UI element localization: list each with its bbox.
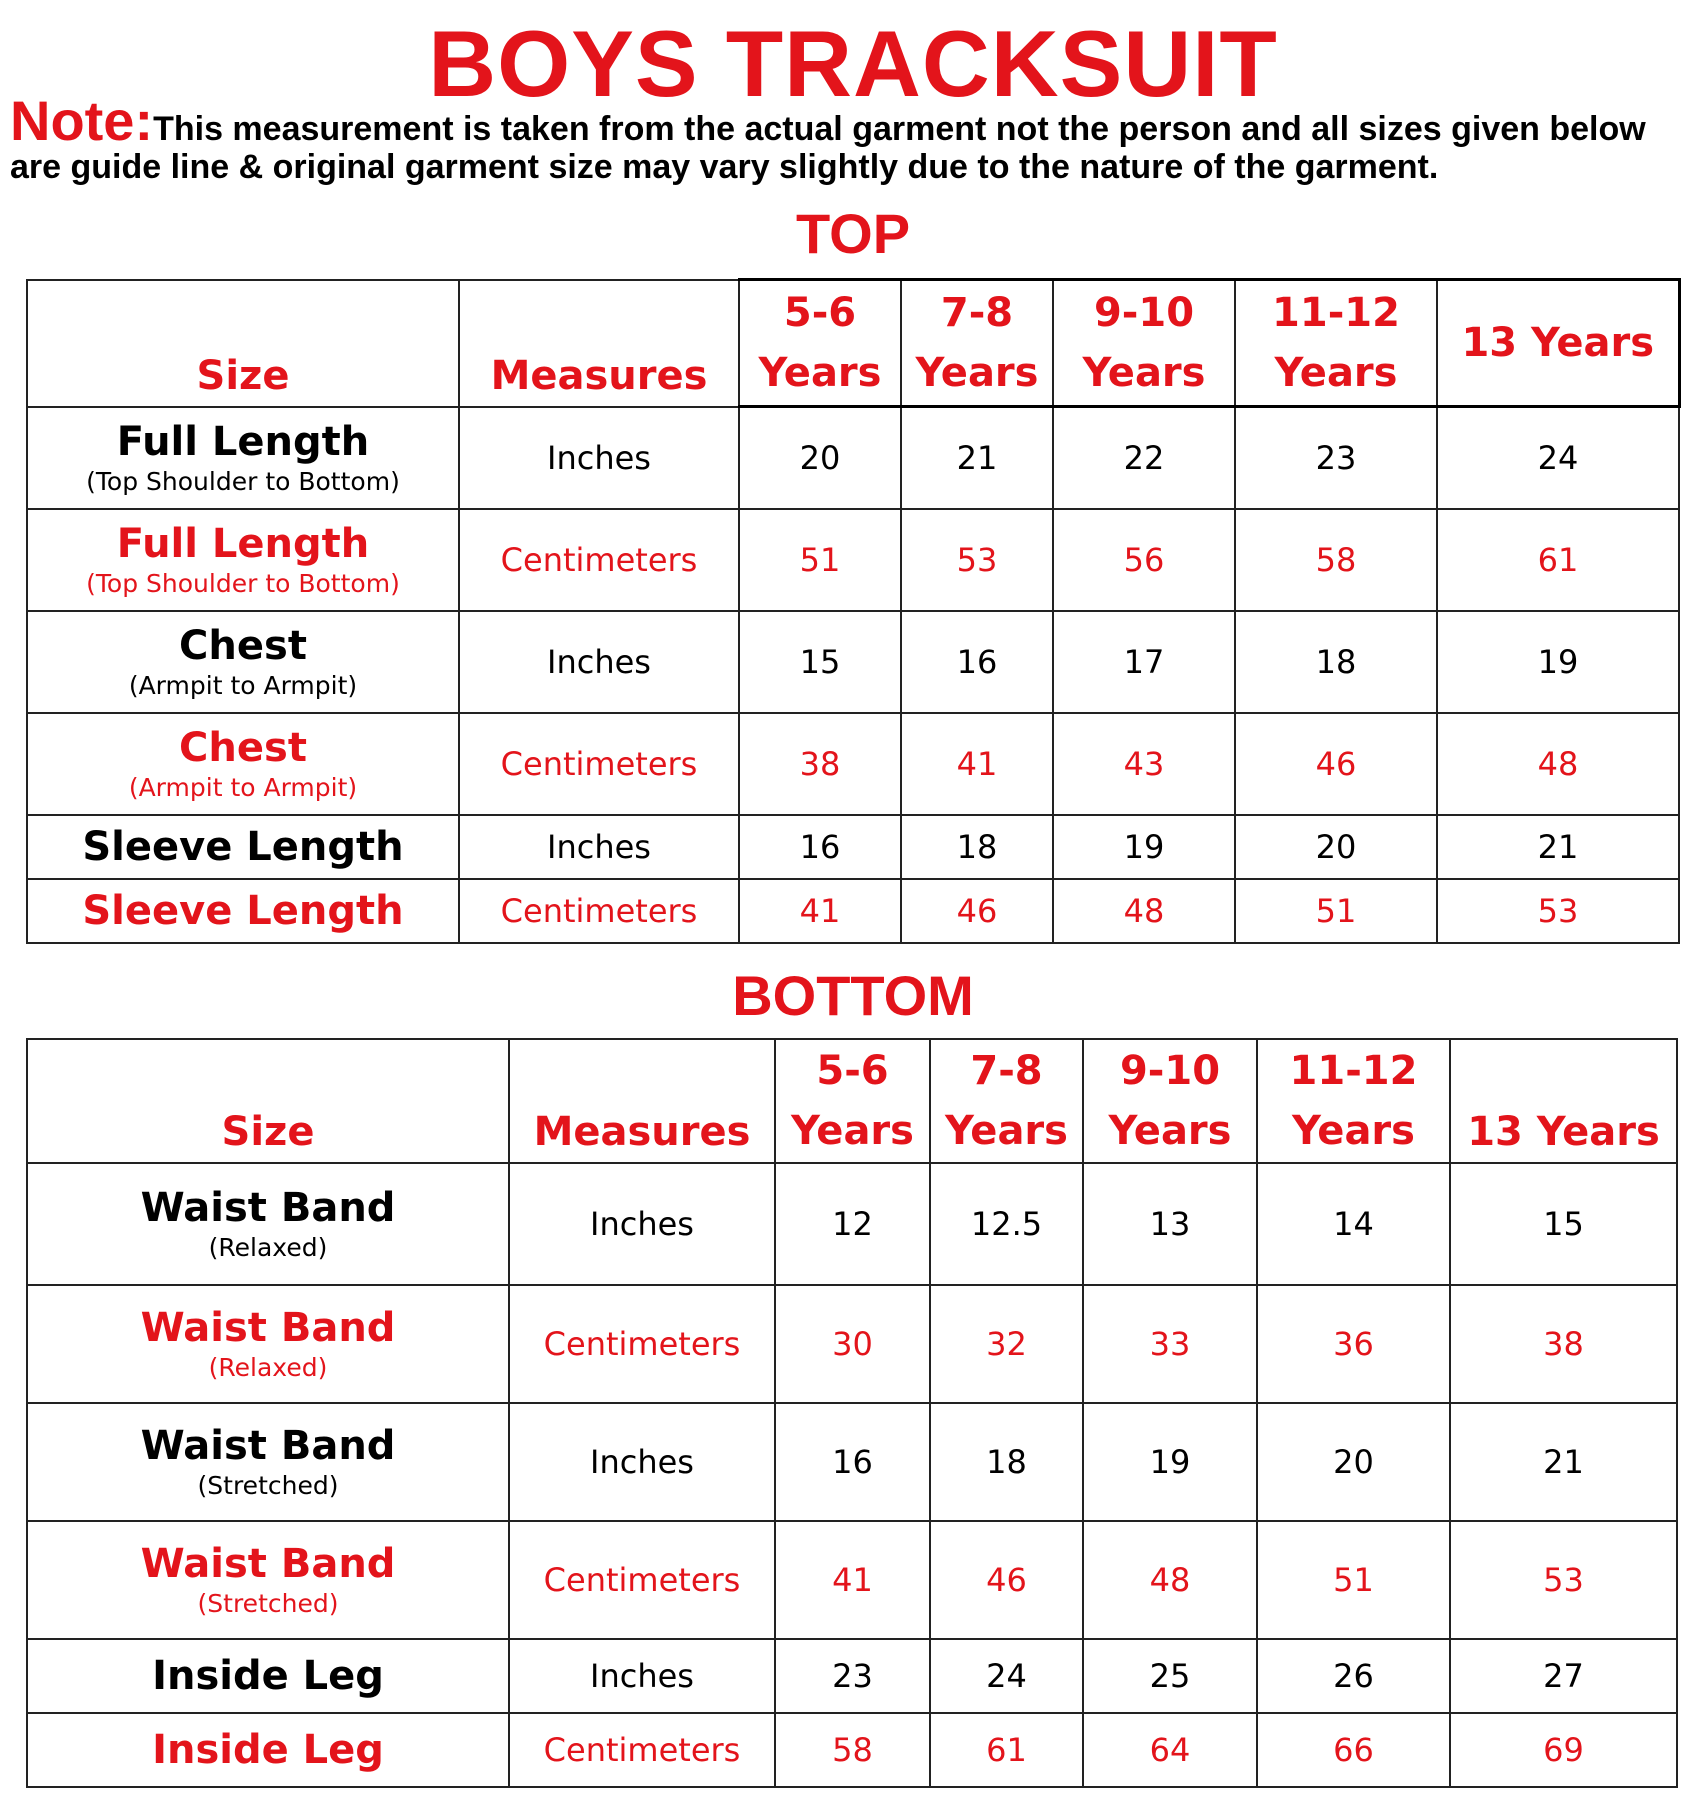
value-cell: 23 [1235, 407, 1437, 509]
value-cell: 26 [1257, 1639, 1450, 1713]
value-cell: 48 [1437, 713, 1679, 815]
value-cell: 22 [1053, 407, 1235, 509]
row-size-note: (Armpit to Armpit) [128, 670, 358, 700]
value-cell: 12.5 [930, 1163, 1083, 1285]
bottom-size-table [26, 1038, 1678, 1788]
age-label-line2: Years [791, 1108, 914, 1154]
value-cell: 64 [1083, 1713, 1257, 1787]
value-cell: 16 [739, 815, 901, 879]
value-cell: 48 [1083, 1521, 1257, 1639]
header-age-13 [1450, 1039, 1677, 1163]
value-cell: 18 [901, 815, 1053, 879]
row-size-note: (Stretched) [197, 1589, 339, 1618]
table-row [27, 407, 1679, 509]
row-size-name: Waist Band [140, 1541, 396, 1587]
row-size-note: (Relaxed) [208, 1233, 328, 1262]
value-cell: 33 [1083, 1285, 1257, 1403]
row-unit: Centimeters [459, 879, 739, 943]
note-paragraph [10, 89, 1700, 186]
row-size-name: Chest [179, 622, 307, 669]
age-label-line2: Years [1274, 350, 1398, 396]
row-unit: Inches [509, 1639, 775, 1713]
table-row [27, 1163, 1677, 1285]
header-measures: Measures [509, 1039, 775, 1163]
age-label-line1: 9-10 [1119, 1048, 1221, 1094]
top-size-table [26, 278, 1681, 944]
age-label-line2: Years [915, 350, 1039, 396]
table-row [27, 1521, 1677, 1639]
row-size-name: Sleeve Length [82, 887, 404, 934]
page-title: BOYS TRACKSUIT [428, 11, 1278, 116]
row-size-name: Sleeve Length [82, 823, 404, 870]
row-unit: Inches [459, 611, 739, 713]
note-text: This measurement is taken from the actual garment not the person and all sizes given below are guide line & original garment size may vary slightly due to the nature of the garment. [10, 110, 1646, 186]
row-size-cell [27, 509, 459, 611]
value-cell: 27 [1450, 1639, 1677, 1713]
table-header-row [27, 280, 1679, 407]
value-cell: 58 [1235, 509, 1437, 611]
value-cell: 41 [739, 879, 901, 943]
value-cell: 12 [775, 1163, 930, 1285]
row-size-name: Inside Leg [152, 1653, 384, 1699]
value-cell: 51 [1257, 1521, 1450, 1639]
row-size-name: Chest [179, 724, 307, 771]
value-cell: 41 [901, 713, 1053, 815]
row-size-cell [27, 713, 459, 815]
value-cell: 46 [1235, 713, 1437, 815]
header-size: Size [27, 280, 459, 407]
row-unit: Centimeters [509, 1285, 775, 1403]
value-cell: 19 [1053, 815, 1235, 879]
value-cell: 61 [1437, 509, 1679, 611]
header-age-11-12 [1235, 280, 1437, 407]
table-row [27, 1285, 1677, 1403]
value-cell: 24 [1437, 407, 1679, 509]
row-unit: Centimeters [459, 713, 739, 815]
age-label-line2: Years [1108, 1108, 1232, 1154]
age-label-line1: 9-10 [1093, 290, 1195, 336]
row-size-name: Waist Band [140, 1305, 396, 1351]
value-cell: 19 [1437, 611, 1679, 713]
value-cell: 20 [1235, 815, 1437, 879]
value-cell: 46 [901, 879, 1053, 943]
row-size-note: (Relaxed) [208, 1353, 328, 1382]
value-cell: 53 [1450, 1521, 1677, 1639]
age-label-line1: 13 Years [1461, 320, 1655, 366]
value-cell: 32 [930, 1285, 1083, 1403]
age-label-line1: 7-8 [940, 290, 1014, 336]
value-cell: 61 [930, 1713, 1083, 1787]
value-cell: 17 [1053, 611, 1235, 713]
value-cell: 30 [775, 1285, 930, 1403]
age-label-line1: 5-6 [816, 1048, 889, 1094]
table-row [27, 1639, 1677, 1713]
value-cell: 51 [739, 509, 901, 611]
value-cell: 41 [775, 1521, 930, 1639]
value-cell: 51 [1235, 879, 1437, 943]
value-cell: 13 [1083, 1163, 1257, 1285]
age-label-line1: 5-6 [783, 290, 857, 336]
row-size-cell [27, 1285, 509, 1403]
header-size: Size [27, 1039, 509, 1163]
value-cell: 16 [775, 1403, 930, 1521]
row-unit: Inches [509, 1163, 775, 1285]
table-row [27, 713, 1679, 815]
table-header-row [27, 1039, 1677, 1163]
age-label-line2: Years [945, 1108, 1068, 1154]
table-row [27, 815, 1679, 879]
value-cell: 53 [1437, 879, 1679, 943]
row-size-cell [27, 1403, 509, 1521]
value-cell: 18 [1235, 611, 1437, 713]
header-age-5-6 [775, 1039, 930, 1163]
value-cell: 69 [1450, 1713, 1677, 1787]
value-cell: 14 [1257, 1163, 1450, 1285]
header-age-13 [1437, 280, 1679, 407]
row-size-cell [27, 1713, 509, 1787]
header-age-5-6 [739, 280, 901, 407]
row-size-note: (Top Shoulder to Bottom) [86, 466, 400, 496]
value-cell: 25 [1083, 1639, 1257, 1713]
row-unit: Centimeters [459, 509, 739, 611]
table-row [27, 509, 1679, 611]
row-unit: Centimeters [509, 1713, 775, 1787]
value-cell: 66 [1257, 1713, 1450, 1787]
row-size-cell [27, 407, 459, 509]
row-size-note: (Stretched) [197, 1471, 339, 1500]
row-size-name: Waist Band [140, 1423, 396, 1469]
row-size-cell [27, 815, 459, 879]
value-cell: 48 [1053, 879, 1235, 943]
value-cell: 53 [901, 509, 1053, 611]
row-unit: Inches [509, 1403, 775, 1521]
age-label-line2: Years [758, 350, 882, 396]
value-cell: 36 [1257, 1285, 1450, 1403]
value-cell: 15 [1450, 1163, 1677, 1285]
row-size-cell [27, 1639, 509, 1713]
row-size-cell [27, 1163, 509, 1285]
header-measures: Measures [459, 280, 739, 407]
table-row [27, 611, 1679, 713]
value-cell: 46 [930, 1521, 1083, 1639]
age-label-line2: Years [1292, 1108, 1415, 1154]
value-cell: 19 [1083, 1403, 1257, 1521]
table-row [27, 879, 1679, 943]
age-label-line2: Years [1082, 350, 1206, 396]
table-row [27, 1713, 1677, 1787]
value-cell: 56 [1053, 509, 1235, 611]
bottom-section-heading: BOTTOM [732, 964, 974, 1027]
value-cell: 24 [930, 1639, 1083, 1713]
row-size-cell [27, 1521, 509, 1639]
age-label-line1: 11-12 [1272, 290, 1400, 336]
age-label-line1: 11-12 [1289, 1048, 1418, 1094]
header-age-7-8 [930, 1039, 1083, 1163]
top-section-heading: TOP [795, 202, 911, 265]
value-cell: 38 [739, 713, 901, 815]
row-size-cell [27, 611, 459, 713]
row-unit: Inches [459, 407, 739, 509]
header-age-9-10 [1083, 1039, 1257, 1163]
row-unit: Inches [459, 815, 739, 879]
value-cell: 16 [901, 611, 1053, 713]
header-age-7-8 [901, 280, 1053, 407]
value-cell: 23 [775, 1639, 930, 1713]
age-label-line2: 13 Years [1467, 1109, 1660, 1155]
value-cell: 21 [901, 407, 1053, 509]
row-size-name: Full Length [116, 520, 370, 567]
row-size-name: Full Length [116, 418, 370, 465]
header-age-11-12 [1257, 1039, 1450, 1163]
table-row [27, 1403, 1677, 1521]
age-label-line1: 7-8 [970, 1048, 1043, 1094]
value-cell: 15 [739, 611, 901, 713]
value-cell: 58 [775, 1713, 930, 1787]
value-cell: 38 [1450, 1285, 1677, 1403]
value-cell: 20 [1257, 1403, 1450, 1521]
value-cell: 43 [1053, 713, 1235, 815]
row-unit: Centimeters [509, 1521, 775, 1639]
note-label: Note: [10, 89, 154, 152]
row-size-cell [27, 879, 459, 943]
row-size-note: (Top Shoulder to Bottom) [86, 568, 400, 598]
value-cell: 21 [1437, 815, 1679, 879]
value-cell: 20 [739, 407, 901, 509]
value-cell: 18 [930, 1403, 1083, 1521]
header-age-9-10 [1053, 280, 1235, 407]
row-size-name: Waist Band [140, 1185, 396, 1231]
value-cell: 21 [1450, 1403, 1677, 1521]
row-size-name: Inside Leg [152, 1727, 384, 1773]
row-size-note: (Armpit to Armpit) [128, 772, 358, 802]
